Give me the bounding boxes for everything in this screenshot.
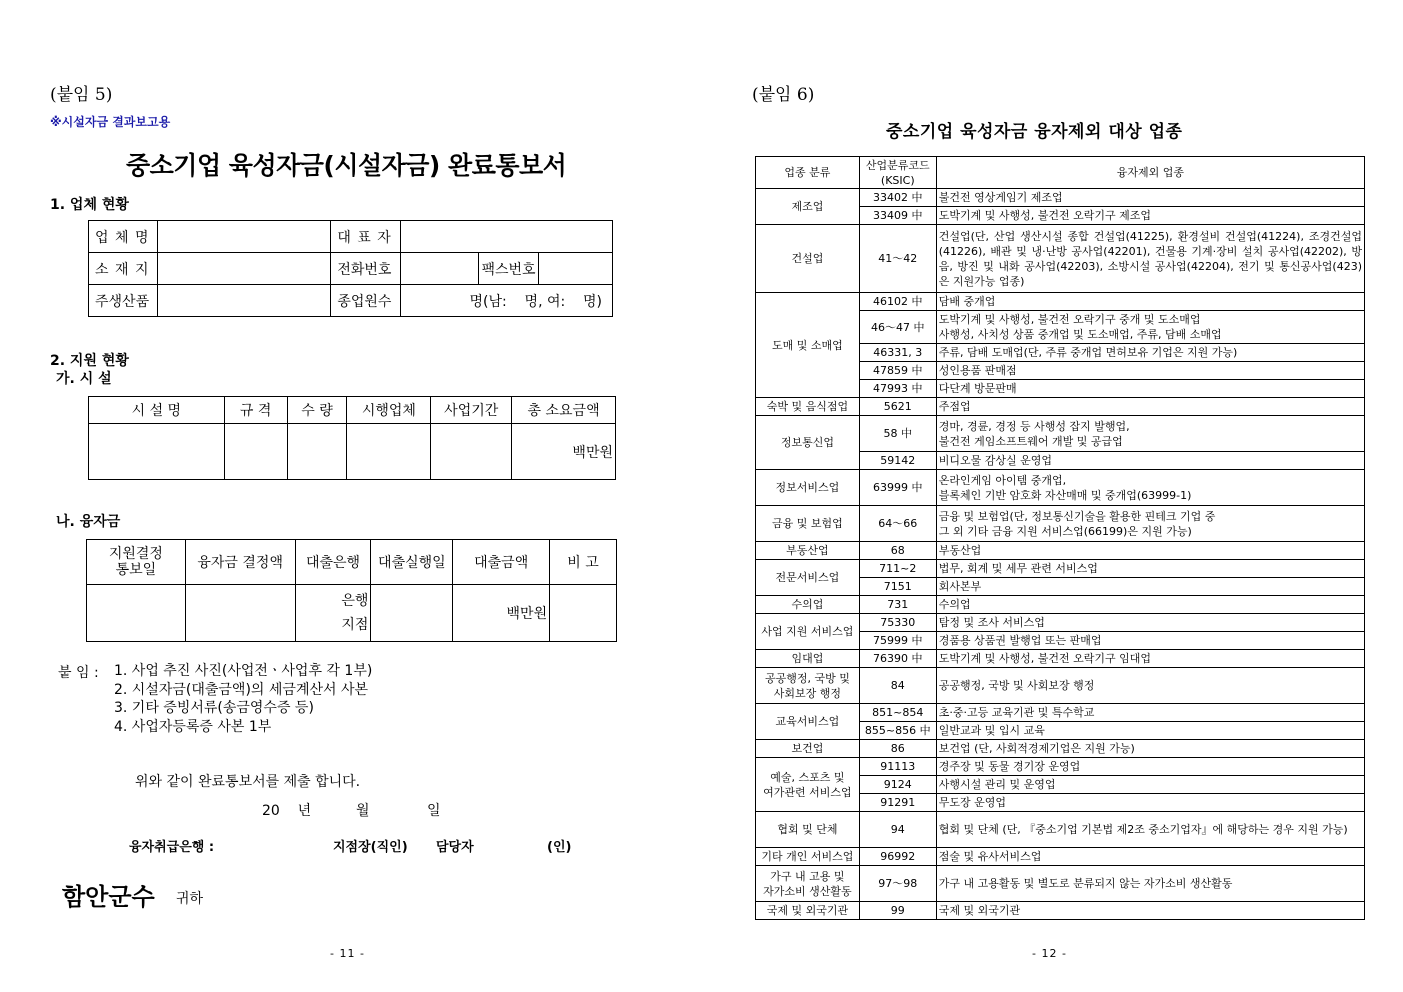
exclusion-row [756, 542, 1365, 560]
loan-table [86, 539, 617, 642]
industry-cell [756, 416, 860, 470]
facility-period-field[interactable] [431, 424, 512, 480]
lending-bank-label: 융자취급은행 : [129, 840, 215, 855]
excluded-business [936, 506, 1364, 542]
ksic-code: 76390 中 [859, 650, 936, 668]
exclusion-row [756, 506, 1365, 542]
ksic-code: 7151 [859, 578, 936, 596]
employees-label: 종업원수 [331, 285, 401, 317]
industry-cell [756, 560, 860, 596]
ksic-code: 96992 [859, 848, 936, 866]
ksic-code: 46102 中 [859, 293, 936, 311]
excluded-business: 비디오물 감상실 운영업 [936, 452, 1364, 470]
facility-header-spec: 규 격 [224, 397, 287, 424]
fax-label: 팩스번호 [479, 253, 539, 285]
industry-name: 정보서비스업 [775, 481, 840, 494]
company-name-field[interactable] [157, 221, 330, 253]
excluded-business: 보건업 (단, 사회적경제기업은 지원 가능) [936, 740, 1364, 758]
ksic-code: 711~2 [859, 560, 936, 578]
ksic-code: 75999 中 [859, 632, 936, 650]
industry-name-line2: 사회보장 행정 [773, 686, 842, 700]
header-code-l2: (KSIC) [880, 173, 915, 187]
loan-notice-date-field[interactable] [87, 585, 186, 642]
ksic-code: 46～47 中 [859, 311, 936, 344]
ksic-code: 94 [859, 812, 936, 848]
industry-cell [756, 506, 860, 542]
excluded-business: 담배 중개업 [936, 293, 1364, 311]
exclusion-row [756, 740, 1365, 758]
attachment-item: 2. 시설자금(대출금액)의 세금계산서 사본 [114, 681, 369, 698]
ksic-code: 84 [859, 668, 936, 704]
loan-header-bank: 대출은행 [295, 540, 371, 585]
exclusion-row [756, 902, 1365, 920]
excluded-business: 건설업(단, 산업 생산시설 종합 건설업(41225), 환경설비 건설업(41224), 조경건설업(41226), 배관 및 냉·난방 공사업(42201), 건물용 기계·장비 설치 공사업(42202), 방음, 방진 및 내화 공사업(42203), 소방시설 공사업(42204), 전기 및 통신공사업(423)은 지원가능 업종) [936, 225, 1364, 293]
bank-suffix: 은행 [341, 593, 369, 609]
industry-name: 금융 및 보험업 [772, 517, 843, 530]
ksic-code: 91113 [859, 758, 936, 776]
excluded-business: 협회 및 단체 (단, 『중소기업 기본법 제2조 중소기업자』에 해당하는 경우 지원 가능) [936, 812, 1364, 848]
excluded-business-line2: 블록체인 기반 암호화 자산매매 및 중개업(63999-1) [938, 488, 1192, 502]
exclusion-row [756, 225, 1365, 293]
industry-name: 수의업 [791, 598, 824, 611]
loan-header-remarks: 비 고 [550, 540, 617, 585]
excluded-business-line1: 경마, 경륜, 경정 등 사행성 잡지 발행업, [938, 419, 1130, 433]
loan-header-decided-amount: 융자금 결정액 [185, 540, 295, 585]
exclusion-row [756, 812, 1365, 848]
page-number-left: - 11 - [330, 947, 365, 960]
company-name-label: 업 체 명 [89, 221, 158, 253]
excluded-business: 성인용품 판매점 [936, 362, 1364, 380]
honorific: 귀하 [176, 891, 204, 907]
industry-name: 교육서비스업 [775, 715, 840, 728]
facility-header-period: 사업기간 [431, 397, 512, 424]
ksic-code: 46331, 3 [859, 344, 936, 362]
excluded-business: 주점업 [936, 398, 1364, 416]
industry-name-line2: 여가관련 서비스업 [763, 785, 852, 799]
exclusion-row [756, 416, 1365, 452]
branch-suffix: 지점 [341, 617, 369, 633]
page-number-right: - 12 - [1032, 947, 1067, 960]
excluded-business-line2: 불건전 게임소프트웨어 개발 및 공급업 [938, 434, 1123, 448]
industry-name: 국제 및 외국기관 [766, 904, 849, 917]
ksic-code: 41～42 [859, 225, 936, 293]
section-company-status: 1. 업체 현황 [50, 197, 129, 213]
date-year: 20 년 [262, 803, 312, 819]
facility-header-qty: 수 량 [287, 397, 347, 424]
facility-qty-field[interactable] [287, 424, 347, 480]
usage-note: ※시설자금 결과보고용 [50, 115, 171, 129]
loan-header-exec-date: 대출실행일 [371, 540, 453, 585]
date-day: 일 [427, 803, 441, 819]
attachment-label-5: (붙임 5) [50, 85, 113, 105]
ksic-code: 86 [859, 740, 936, 758]
phone-field[interactable] [401, 253, 479, 285]
phone-label: 전화번호 [331, 253, 401, 285]
industry-name: 부동산업 [786, 544, 829, 557]
industry-name: 기타 개인 서비스업 [761, 850, 854, 863]
facility-name-field[interactable] [89, 424, 225, 480]
ksic-code: 47859 中 [859, 362, 936, 380]
attachments-list [114, 662, 372, 736]
excluded-business: 탐정 및 조사 서비스업 [936, 614, 1364, 632]
section-support-status: 2. 지원 현황 [50, 353, 129, 369]
excluded-business: 일반교과 및 입시 교육 [936, 722, 1364, 740]
industry-cell [756, 293, 860, 398]
excluded-business: 법무, 회계 및 세무 관련 서비스업 [936, 560, 1364, 578]
ksic-code: 855~856 中 [859, 722, 936, 740]
industry-cell [756, 902, 860, 920]
facility-header-name: 시 설 명 [89, 397, 225, 424]
loan-header-notice-date [87, 540, 186, 585]
exclusion-row [756, 470, 1365, 506]
industry-name: 예술, 스포츠 및 [770, 770, 845, 784]
exclusion-row [756, 293, 1365, 311]
loan-header-notice-date-l2: 통보일 [115, 562, 157, 578]
excluded-business [936, 416, 1364, 452]
exclusion-row [756, 560, 1365, 578]
representative-label: 대 표 자 [331, 221, 401, 253]
manager-label: 담당자 [436, 840, 474, 855]
header-code-l1: 산업분류코드 [865, 158, 930, 172]
excluded-business-line1: 도박기계 및 사행성, 불건전 오락기구 중개 및 도소매업 [938, 313, 1201, 326]
loan-header-amount: 대출금액 [453, 540, 550, 585]
exclusion-row [756, 704, 1365, 722]
exclusion-row [756, 668, 1365, 704]
exclusion-row [756, 189, 1365, 207]
exclusion-row [756, 614, 1365, 632]
attachment-item: 1. 사업 추진 사진(사업전ㆍ사업후 각 1부) [114, 663, 373, 679]
ksic-code: 47993 中 [859, 380, 936, 398]
excluded-business-line1: 금융 및 보험업(단, 정보통신기술을 활용한 핀테크 기업 중 [938, 509, 1216, 523]
address-label: 소 재 지 [89, 253, 158, 285]
attachment-label-6: (붙임 6) [752, 85, 815, 105]
industry-cell [756, 668, 860, 704]
excluded-business: 도박기계 및 사행성, 불건전 오락기구 임대업 [936, 650, 1364, 668]
industry-name: 임대업 [791, 652, 824, 665]
ksic-code: 91291 [859, 794, 936, 812]
ksic-code: 68 [859, 542, 936, 560]
ksic-code: 9124 [859, 776, 936, 794]
facility-spec-field[interactable] [224, 424, 287, 480]
industry-name: 보건업 [791, 742, 824, 755]
ksic-code: 63999 中 [859, 470, 936, 506]
industry-cell [756, 650, 860, 668]
excluded-business: 가구 내 고용활동 및 별도로 분류되지 않는 자가소비 생산활동 [936, 866, 1364, 902]
industry-cell [756, 614, 860, 650]
industry-cell [756, 542, 860, 560]
ksic-code: 59142 [859, 452, 936, 470]
excluded-business: 사행시설 관리 및 운영업 [936, 776, 1364, 794]
facility-header-contractor: 시행업체 [347, 397, 431, 424]
exclusion-row [756, 596, 1365, 614]
exclusion-row [756, 848, 1365, 866]
loan-header-notice-date-l1: 지원결정 [108, 546, 163, 562]
excluded-business: 공공행정, 국방 및 사회보장 행정 [936, 668, 1364, 704]
excluded-business: 주류, 담배 도매업(단, 주류 중개업 면허보유 기업은 지원 가능) [936, 344, 1364, 362]
excluded-business: 무도장 운영업 [936, 794, 1364, 812]
excluded-business [936, 311, 1364, 344]
industry-cell [756, 225, 860, 293]
industry-cell [756, 398, 860, 416]
excluded-business-line1: 온라인게임 아이템 중개업, [938, 473, 1067, 487]
exclusion-table [755, 156, 1365, 920]
industry-name: 전문서비스업 [775, 571, 840, 584]
product-field[interactable] [157, 285, 330, 317]
ksic-code: 58 中 [859, 416, 936, 452]
industry-name: 도매 및 소매업 [772, 338, 843, 352]
loan-bank-field[interactable] [295, 585, 371, 642]
industry-cell [756, 189, 860, 225]
excluded-business: 부동산업 [936, 542, 1364, 560]
industry-name: 협회 및 단체 [777, 823, 838, 836]
excluded-business [936, 470, 1364, 506]
seal-label: (인) [547, 840, 572, 855]
attachment-item: 3. 기타 증빙서류(송금영수증 등) [114, 700, 314, 716]
industry-cell [756, 596, 860, 614]
industry-name: 건설업 [791, 252, 824, 265]
industry-name: 숙박 및 음식점업 [766, 400, 849, 413]
ksic-code: 851~854 [859, 704, 936, 722]
ksic-code: 5621 [859, 398, 936, 416]
exclusion-row [756, 398, 1365, 416]
exclusion-row [756, 650, 1365, 668]
industry-cell [756, 812, 860, 848]
industry-name: 공공행정, 국방 및 [764, 671, 850, 685]
ksic-code: 33402 中 [859, 189, 936, 207]
header-code [859, 157, 936, 189]
industry-name: 제조업 [791, 200, 824, 213]
excluded-business: 국제 및 외국기관 [936, 902, 1364, 920]
product-label: 주생산품 [89, 285, 158, 317]
submit-statement: 위와 같이 완료통보서를 제출 합니다. [135, 774, 361, 790]
excluded-business: 초·중·고등 교육기관 및 특수학교 [936, 704, 1364, 722]
industry-cell [756, 758, 860, 812]
facility-header-total: 총 소요금액 [512, 397, 616, 424]
representative-field[interactable] [401, 221, 613, 253]
exclusion-title: 중소기업 육성자금 융자제외 대상 업종 [886, 122, 1183, 142]
loan-remarks-field[interactable] [550, 585, 617, 642]
exclusion-row [756, 758, 1365, 776]
excluded-business: 경주장 및 동물 경기장 운영업 [936, 758, 1364, 776]
excluded-business: 경품용 상품권 발행업 또는 판매업 [936, 632, 1364, 650]
facility-total-field[interactable]: 백만원 [512, 424, 616, 480]
addressee: 함안군수 [62, 883, 155, 911]
industry-name: 정보통신업 [780, 436, 834, 449]
industry-cell [756, 740, 860, 758]
excluded-business-line2: 사행성, 사치성 상품 중개업 및 도소매업, 주류, 담배 소매업 [938, 328, 1222, 341]
ksic-code: 64～66 [859, 506, 936, 542]
subsection-loan: 나. 융자금 [56, 514, 121, 530]
ksic-code: 33409 中 [859, 207, 936, 225]
facility-table [88, 396, 616, 480]
industry-cell [756, 848, 860, 866]
date-month: 월 [356, 803, 370, 819]
industry-cell [756, 704, 860, 740]
address-field[interactable] [157, 253, 330, 285]
loan-amount-field[interactable]: 백만원 [453, 585, 550, 642]
branch-manager-label: 지점장(직인) [333, 840, 408, 855]
excluded-business: 회사본부 [936, 578, 1364, 596]
excluded-business: 수의업 [936, 596, 1364, 614]
exclusion-row [756, 866, 1365, 902]
excluded-business: 도박기계 및 사행성, 불건전 오락기구 제조업 [936, 207, 1364, 225]
employees-field[interactable]: 명(남: 명, 여: 명) [401, 285, 613, 317]
attachment-item: 4. 사업자등록증 사본 1부 [114, 718, 272, 735]
attachments-label: 붙 임 : [58, 665, 99, 681]
loan-decided-amount-field[interactable] [185, 585, 295, 642]
industry-cell [756, 470, 860, 506]
header-industry: 업종 분류 [756, 157, 860, 189]
company-status-table [88, 220, 613, 317]
header-excluded: 융자제외 업종 [936, 157, 1364, 189]
industry-name: 가구 내 고용 및 [770, 869, 845, 883]
ksic-code: 97～98 [859, 866, 936, 902]
industry-cell [756, 866, 860, 902]
ksic-code: 75330 [859, 614, 936, 632]
subsection-facility: 가. 시 설 [56, 371, 112, 387]
excluded-business: 점술 및 유사서비스업 [936, 848, 1364, 866]
ksic-code: 731 [859, 596, 936, 614]
fax-field[interactable] [539, 253, 613, 285]
loan-exec-date-field[interactable] [371, 585, 453, 642]
page-title: 중소기업 육성자금(시설자금) 완료통보서 [126, 151, 567, 180]
excluded-business: 다단계 방문판매 [936, 380, 1364, 398]
ksic-code: 99 [859, 902, 936, 920]
industry-name-line2: 자가소비 생산활동 [763, 884, 852, 898]
excluded-business-line2: 그 외 기타 금융 지원 서비스업(66199)은 지원 가능) [938, 524, 1192, 538]
facility-contractor-field[interactable] [347, 424, 431, 480]
industry-name: 사업 지원 서비스업 [761, 625, 854, 638]
excluded-business: 불건전 영상게임기 제조업 [936, 189, 1364, 207]
